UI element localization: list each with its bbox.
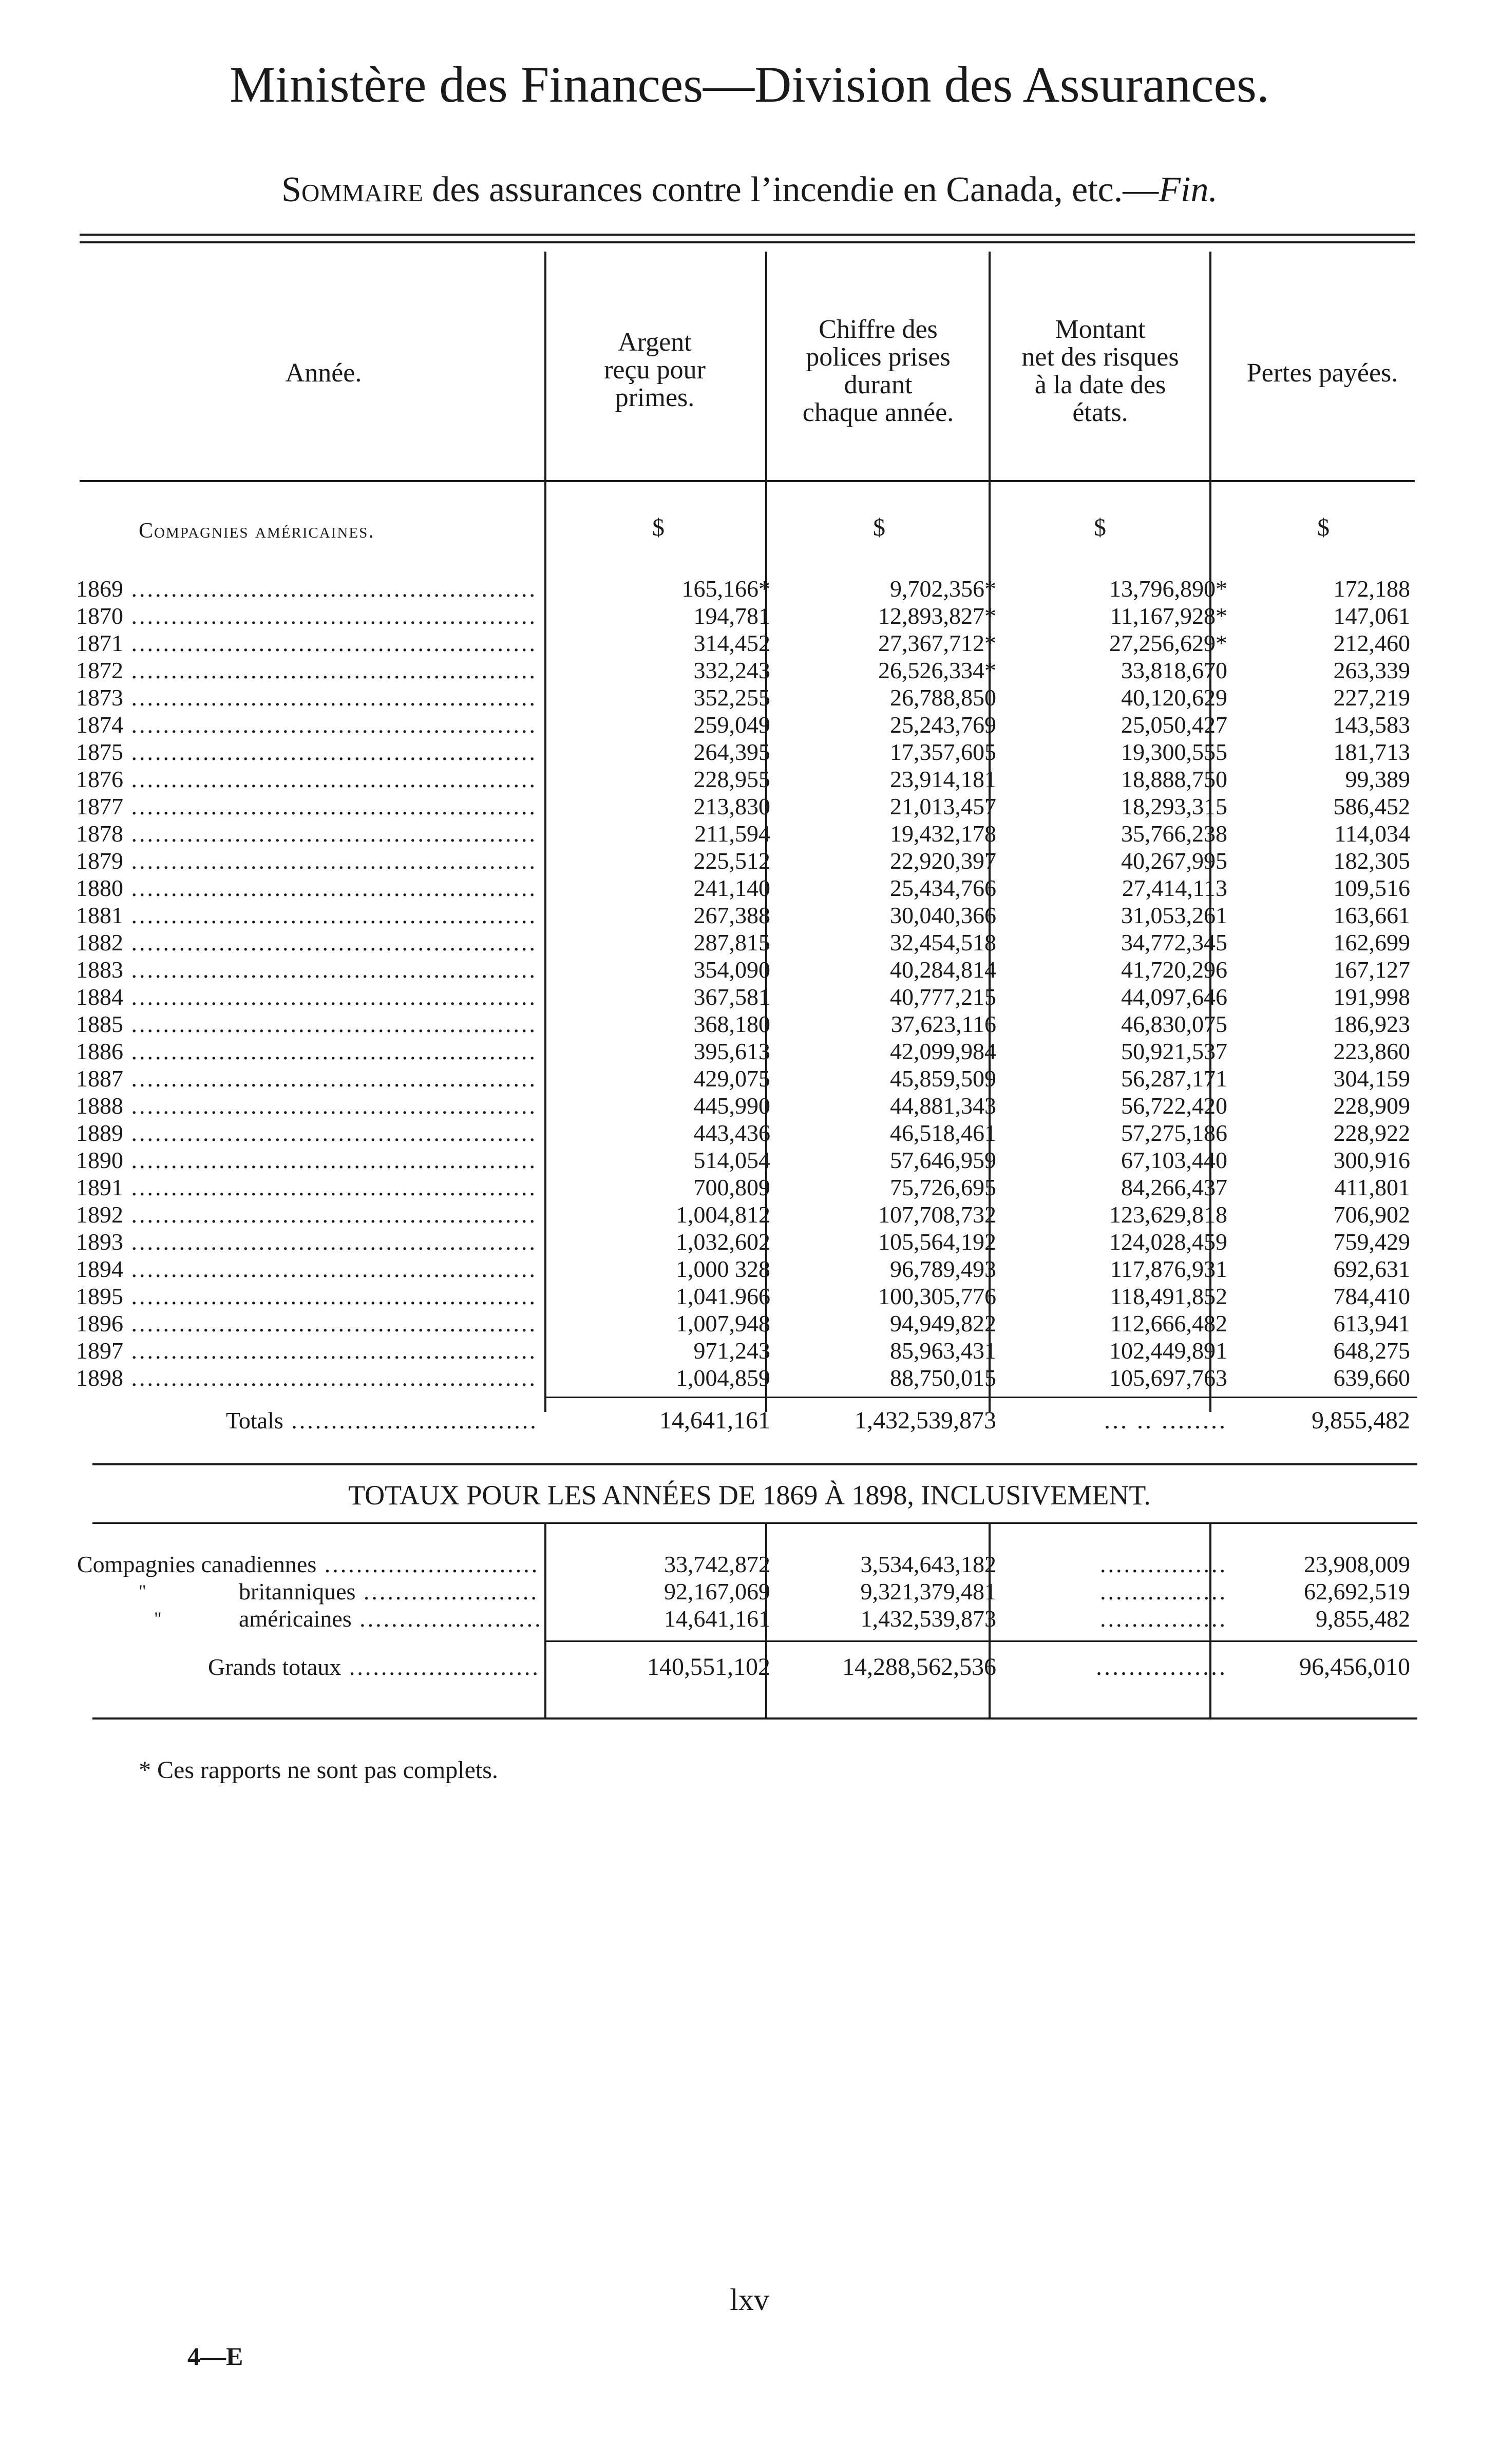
row-chiffre: 30,040,366	[890, 902, 996, 928]
row-year: 1886 .....	[76, 1038, 538, 1065]
row-pertes: 692,631	[1333, 1256, 1410, 1282]
row-chiffre: 42,099,984	[890, 1038, 996, 1064]
row-pertes: 263,339	[1333, 657, 1410, 683]
totals-pertes: 9,855,482	[1312, 1407, 1410, 1434]
row-pertes: 411,801	[1334, 1174, 1410, 1200]
top-rule-1	[80, 234, 1415, 236]
row-year: 1882 .....	[76, 929, 538, 956]
row-argent: 259,049	[693, 712, 770, 738]
table-row	[0, 820, 1499, 847]
subtitle-italic: Fin.	[1159, 170, 1218, 209]
row-chiffre: 17,357,605	[890, 739, 996, 765]
top-rule-2	[80, 241, 1415, 243]
row-pertes: 300,916	[1333, 1147, 1410, 1173]
totals-label: Totals .....	[226, 1407, 539, 1434]
totals-montant: ... .. ........	[1104, 1407, 1227, 1434]
row-pertes: 99,389	[1345, 766, 1410, 792]
row-chiffre: 26,788,850	[890, 684, 996, 711]
row-pertes: 143,583	[1333, 712, 1410, 738]
row-year: 1874 .....	[76, 711, 538, 738]
grand-argent: 140,551,102	[647, 1653, 770, 1680]
row-montant: 118,491,852	[1110, 1283, 1227, 1309]
row-argent: 1,004,859	[676, 1365, 770, 1391]
table-row	[0, 766, 1499, 793]
row-montant: 40,120,629	[1121, 684, 1227, 711]
grand-rule	[544, 1640, 1417, 1642]
montant-line-2: net des risques	[1021, 342, 1179, 372]
row-year: 1890 .....	[76, 1147, 538, 1174]
row-argent: 1,000 328	[676, 1256, 770, 1282]
row-argent: 165,166*	[681, 576, 770, 602]
row-pertes: 186,923	[1333, 1011, 1410, 1037]
row-montant: 13,796,890*	[1109, 576, 1227, 602]
col-header-annee: Année.	[285, 358, 362, 388]
grand-totals-row	[0, 1653, 1499, 1680]
row-chiffre: 23,914,181	[890, 766, 996, 792]
row-year: 1879 .....	[76, 847, 538, 874]
row-argent: 443,436	[693, 1120, 770, 1146]
summary-argent: 92,167,069	[664, 1578, 770, 1605]
row-argent: 971,243	[693, 1338, 770, 1364]
table-row	[0, 1337, 1499, 1364]
row-montant: 117,876,931	[1110, 1256, 1227, 1282]
row-montant: 34,772,345	[1121, 929, 1227, 956]
row-pertes: 191,998	[1333, 984, 1410, 1010]
row-chiffre: 88,750,015	[890, 1365, 996, 1391]
table-row	[0, 1228, 1499, 1255]
table-row	[0, 711, 1499, 738]
montant-line-4: états.	[1072, 398, 1128, 427]
table-row	[0, 1010, 1499, 1038]
row-montant: 18,888,750	[1121, 766, 1227, 792]
row-montant: 57,275,186	[1121, 1120, 1227, 1146]
chiffre-line-2: polices prises	[806, 342, 951, 372]
row-chiffre: 45,859,509	[890, 1065, 996, 1092]
row-pertes: 182,305	[1333, 848, 1410, 874]
ditto-mark: "	[139, 1581, 146, 1601]
row-pertes: 784,410	[1333, 1283, 1410, 1309]
row-pertes: 223,860	[1333, 1038, 1410, 1064]
summary-label: Compagnies canadiennes .....	[77, 1551, 539, 1578]
row-pertes: 304,159	[1333, 1065, 1410, 1092]
table-row	[0, 983, 1499, 1010]
row-pertes: 172,188	[1333, 576, 1410, 602]
table-row	[0, 575, 1499, 602]
ditto-mark: "	[154, 1608, 162, 1629]
table-row	[0, 1255, 1499, 1283]
row-pertes: 147,061	[1333, 603, 1410, 629]
grand-pertes: 96,456,010	[1299, 1653, 1410, 1680]
row-pertes: 228,922	[1333, 1120, 1410, 1146]
row-chiffre: 100,305,776	[878, 1283, 996, 1309]
grand-chiffre: 14,288,562,536	[842, 1653, 996, 1680]
row-montant: 67,103,440	[1121, 1147, 1227, 1173]
row-year: 1894 .....	[76, 1255, 538, 1283]
chiffre-line-3: durant	[844, 370, 913, 399]
row-montant: 56,287,171	[1121, 1065, 1227, 1092]
chiffre-line-4: chaque année.	[802, 398, 954, 427]
table-row	[0, 1283, 1499, 1310]
row-chiffre: 9,702,356*	[890, 576, 996, 602]
grand-label: Grands totaux .....	[208, 1653, 539, 1680]
grand-montant: ................	[1096, 1653, 1227, 1680]
row-pertes: 613,941	[1333, 1310, 1410, 1336]
row-argent: 368,180	[693, 1011, 770, 1037]
table-row	[0, 657, 1499, 684]
summary-label: américaines .....	[239, 1605, 539, 1632]
subtitle-lead: Sommaire	[281, 170, 423, 209]
row-argent: 264,395	[693, 739, 770, 765]
page-title: Ministère des Finances—Division des Assurances.	[230, 56, 1269, 113]
row-pertes: 114,034	[1334, 820, 1410, 847]
chiffre-line-1: Chiffre des	[819, 315, 938, 344]
row-argent: 367,581	[693, 984, 770, 1010]
row-chiffre: 105,564,192	[878, 1229, 996, 1255]
row-montant: 27,414,113	[1122, 875, 1227, 901]
row-chiffre: 27,367,712*	[878, 630, 996, 656]
row-pertes: 586,452	[1333, 793, 1410, 819]
row-chiffre: 96,789,493	[890, 1256, 996, 1282]
row-pertes: 212,460	[1333, 630, 1410, 656]
row-year: 1896 .....	[76, 1310, 538, 1337]
summary-rule-under-heading	[92, 1522, 1417, 1524]
montant-line-3: à la date des	[1034, 370, 1166, 399]
row-montant: 123,629,818	[1109, 1201, 1227, 1228]
row-year: 1877 .....	[76, 793, 538, 820]
row-year: 1897 .....	[76, 1337, 538, 1364]
unit-argent: $	[652, 514, 665, 541]
row-montant: 25,050,427	[1121, 712, 1227, 738]
row-chiffre: 21,013,457	[890, 793, 996, 819]
summary-label: britanniques .....	[239, 1578, 539, 1605]
row-pertes: 181,713	[1333, 739, 1410, 765]
row-year: 1870 .....	[76, 602, 538, 629]
table-row	[0, 1092, 1499, 1119]
row-year: 1892 .....	[76, 1201, 538, 1228]
montant-line-1: Montant	[1055, 315, 1146, 344]
row-year: 1869 .....	[76, 575, 538, 602]
table-row	[0, 902, 1499, 929]
row-pertes: 759,429	[1333, 1229, 1410, 1255]
row-chiffre: 75,726,695	[890, 1174, 996, 1200]
row-chiffre: 44,881,343	[890, 1093, 996, 1119]
row-chiffre: 94,949,822	[890, 1310, 996, 1336]
row-argent: 225,512	[693, 848, 770, 874]
summary-montant: ................	[1100, 1578, 1227, 1605]
row-chiffre: 37,623,116	[890, 1011, 996, 1037]
table-row	[0, 738, 1499, 766]
row-montant: 84,266,437	[1121, 1174, 1227, 1200]
page-subtitle	[0, 167, 1499, 213]
totals-chiffre: 1,432,539,873	[855, 1407, 996, 1434]
summary-argent: 33,742,872	[664, 1551, 770, 1577]
summary-argent: 14,641,161	[664, 1606, 770, 1632]
row-montant: 56,722,420	[1121, 1093, 1227, 1119]
row-argent: 395,613	[693, 1038, 770, 1064]
row-chiffre: 22,920,397	[890, 848, 996, 874]
section-label: Compagnies américaines.	[139, 519, 375, 543]
row-chiffre: 40,284,814	[890, 957, 996, 983]
table-row	[0, 1201, 1499, 1228]
row-pertes: 228,909	[1333, 1093, 1410, 1119]
row-pertes: 706,902	[1333, 1201, 1410, 1228]
row-montant: 19,300,555	[1121, 739, 1227, 765]
row-year: 1873 .....	[76, 684, 538, 711]
row-argent: 352,255	[693, 684, 770, 711]
row-argent: 213,830	[693, 793, 770, 819]
row-montant: 40,267,995	[1121, 848, 1227, 874]
footnote: * Ces rapports ne sont pas complets.	[139, 1756, 498, 1784]
summary-heading: TOTAUX POUR LES ANNÉES DE 1869 À 1898, INCLUSIVEMENT.	[348, 1480, 1151, 1511]
row-argent: 445,990	[693, 1093, 770, 1119]
row-argent: 228,955	[693, 766, 770, 792]
table-row	[0, 1310, 1499, 1337]
table-row	[0, 1147, 1499, 1174]
row-argent: 314,452	[693, 630, 770, 656]
table-row	[0, 1364, 1499, 1391]
unit-chiffre: $	[873, 514, 885, 541]
row-year: 1891 .....	[76, 1174, 538, 1201]
row-year: 1881 .....	[76, 902, 538, 929]
table-row	[0, 874, 1499, 902]
table-row	[0, 956, 1499, 983]
row-montant: 44,097,646	[1121, 984, 1227, 1010]
argent-line-3: primes.	[615, 383, 695, 412]
row-pertes: 163,661	[1333, 902, 1410, 928]
summary-chiffre: 9,321,379,481	[860, 1578, 996, 1605]
row-argent: 211,594	[694, 820, 770, 847]
row-montant: 112,666,482	[1110, 1310, 1227, 1336]
row-argent: 332,243	[693, 657, 770, 683]
row-chiffre: 40,777,215	[890, 984, 996, 1010]
summary-rule-top	[92, 1463, 1417, 1465]
row-chiffre: 19,432,178	[890, 820, 996, 847]
row-montant: 33,818,670	[1121, 657, 1227, 683]
table-row	[0, 793, 1499, 820]
row-year: 1888 .....	[76, 1092, 538, 1119]
signature-mark: 4—E	[187, 2342, 243, 2371]
summary-chiffre: 3,534,643,182	[860, 1551, 996, 1577]
row-montant: 124,028,459	[1109, 1229, 1227, 1255]
row-chiffre: 32,454,518	[890, 929, 996, 956]
summary-montant: ................	[1100, 1606, 1227, 1632]
argent-line-1: Argent	[618, 328, 692, 357]
row-year: 1875 .....	[76, 738, 538, 766]
row-pertes: 648,275	[1333, 1338, 1410, 1364]
table-row	[0, 1065, 1499, 1092]
row-chiffre: 46,518,461	[890, 1120, 996, 1146]
header-rule	[80, 480, 1415, 482]
summary-pertes: 62,692,519	[1304, 1578, 1410, 1605]
row-argent: 1,007,948	[676, 1310, 770, 1336]
page-number: lxv	[730, 2283, 769, 2317]
row-montant: 18,293,315	[1121, 793, 1227, 819]
col-header-argent	[549, 329, 760, 412]
summary-chiffre: 1,432,539,873	[860, 1606, 996, 1632]
unit-pertes: $	[1317, 514, 1330, 541]
row-argent: 1,032,602	[676, 1229, 770, 1255]
row-argent: 429,075	[693, 1065, 770, 1092]
row-year: 1893 .....	[76, 1228, 538, 1255]
row-argent: 267,388	[693, 902, 770, 928]
table-row	[0, 847, 1499, 874]
row-argent: 354,090	[693, 957, 770, 983]
row-year: 1898 .....	[76, 1364, 538, 1391]
row-year: 1884 .....	[76, 983, 538, 1010]
summary-row-canadiennes	[0, 1551, 1499, 1578]
row-chiffre: 85,963,431	[890, 1338, 996, 1364]
row-pertes: 639,660	[1333, 1365, 1410, 1391]
col-header-montant	[994, 316, 1207, 427]
row-montant: 50,921,537	[1121, 1038, 1227, 1064]
row-pertes: 109,516	[1333, 875, 1410, 901]
row-argent: 241,140	[693, 875, 770, 901]
row-argent: 287,815	[693, 929, 770, 956]
row-year: 1887 .....	[76, 1065, 538, 1092]
row-montant: 27,256,629*	[1109, 630, 1227, 656]
subtitle-text: des assurances contre l’incendie en Canada, etc.—	[423, 170, 1159, 209]
row-montant: 11,167,928*	[1110, 603, 1227, 629]
table-row	[0, 684, 1499, 711]
row-year: 1871 .....	[76, 629, 538, 657]
col-header-pertes: Pertes payées.	[1246, 358, 1398, 388]
row-year: 1895 .....	[76, 1283, 538, 1310]
table-row	[0, 1174, 1499, 1201]
row-argent: 514,054	[693, 1147, 770, 1173]
row-montant: 31,053,261	[1121, 902, 1227, 928]
row-montant: 35,766,238	[1121, 820, 1227, 847]
summary-rule-bottom	[92, 1717, 1417, 1720]
summary-montant: ................	[1100, 1551, 1227, 1577]
table-row	[0, 1038, 1499, 1065]
row-chiffre: 57,646,959	[890, 1147, 996, 1173]
summary-row-americaines	[0, 1605, 1499, 1632]
row-chiffre: 25,434,766	[890, 875, 996, 901]
row-argent: 1,004,812	[676, 1201, 770, 1228]
row-chiffre: 25,243,769	[890, 712, 996, 738]
row-year: 1878 .....	[76, 820, 538, 847]
row-year: 1872 .....	[76, 657, 538, 684]
table-row	[0, 602, 1499, 629]
row-year: 1883 .....	[76, 956, 538, 983]
totals-rule	[544, 1397, 1417, 1398]
summary-row-britanniques	[0, 1578, 1499, 1605]
row-pertes: 227,219	[1333, 684, 1410, 711]
totals-argent: 14,641,161	[659, 1407, 770, 1434]
argent-line-2: reçu pour	[604, 355, 706, 385]
row-argent: 700,809	[693, 1174, 770, 1200]
row-year: 1889 .....	[76, 1119, 538, 1147]
totals-row	[0, 1407, 1499, 1434]
table-row	[0, 629, 1499, 657]
summary-pertes: 23,908,009	[1304, 1551, 1410, 1577]
summary-pertes: 9,855,482	[1316, 1606, 1410, 1632]
row-pertes: 162,699	[1333, 929, 1410, 956]
row-argent: 1,041.966	[676, 1283, 770, 1309]
row-year: 1885 .....	[76, 1010, 538, 1038]
table-row	[0, 929, 1499, 956]
row-montant: 41,720,296	[1121, 957, 1227, 983]
row-year: 1876 .....	[76, 766, 538, 793]
col-header-chiffre	[770, 316, 986, 427]
row-chiffre: 26,526,334*	[878, 657, 996, 683]
row-montant: 102,449,891	[1109, 1338, 1227, 1364]
row-montant: 46,830,075	[1121, 1011, 1227, 1037]
unit-montant: $	[1094, 514, 1106, 541]
row-pertes: 167,127	[1333, 957, 1410, 983]
row-chiffre: 107,708,732	[878, 1201, 996, 1228]
row-argent: 194,781	[693, 603, 770, 629]
row-montant: 105,697,763	[1109, 1365, 1227, 1391]
table-row	[0, 1119, 1499, 1147]
row-year: 1880 .....	[76, 874, 538, 902]
row-chiffre: 12,893,827*	[878, 603, 996, 629]
